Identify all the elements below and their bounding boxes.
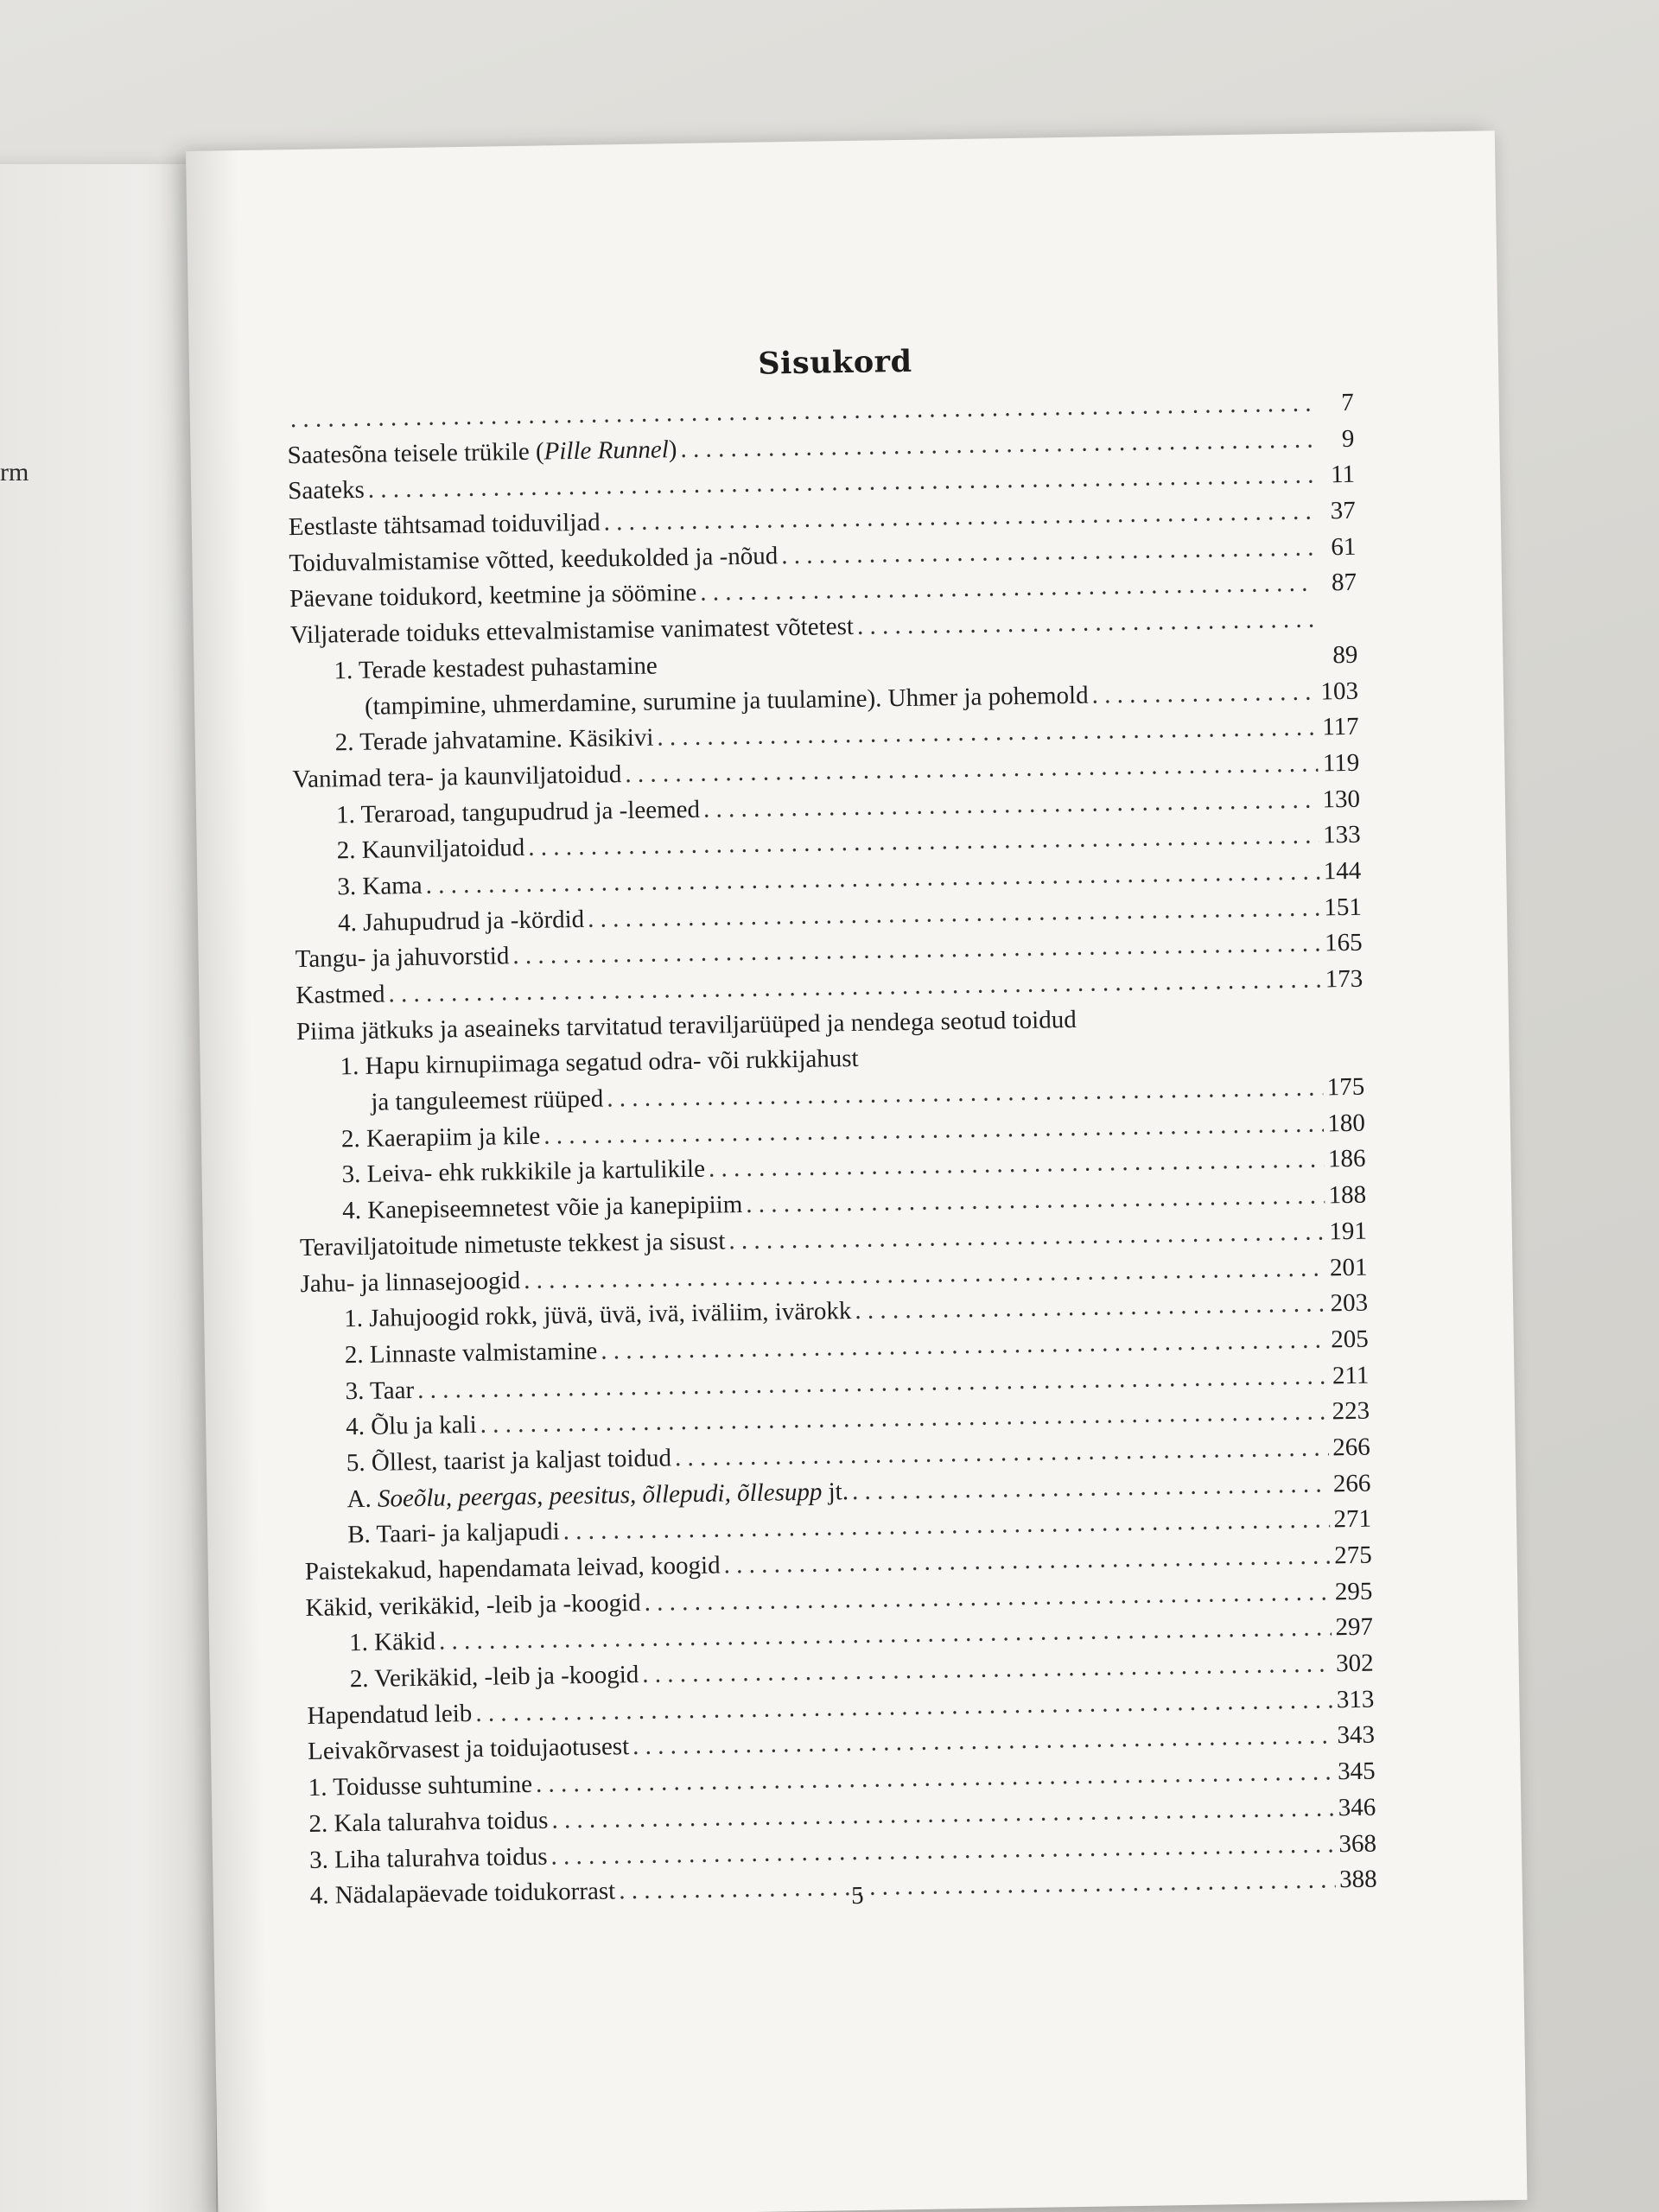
toc-entry-text: 5. Õllest, taarist ja kaljast toidud bbox=[346, 1444, 672, 1478]
toc-page-number: 103 bbox=[1320, 677, 1359, 705]
toc-page-number bbox=[1319, 626, 1357, 627]
toc-entry-text: Vanimad tera- ja kaunviljatoidud bbox=[292, 760, 622, 794]
page-number: 5 bbox=[850, 1881, 864, 1910]
dot-leader bbox=[857, 602, 1316, 645]
toc-entry-text-start: A. bbox=[346, 1484, 378, 1513]
toc-entry-text: 4. Kanepiseemnetest võie ja kanepipiim bbox=[342, 1191, 743, 1225]
toc-entry-text: 2. Terade jahvatamine. Käsikivi bbox=[334, 723, 654, 757]
toc-entry-text: Saateks bbox=[287, 476, 365, 505]
toc-entry-text: 3. Leiva- ehk rukkikile ja kartulikile bbox=[341, 1155, 706, 1189]
toc-page-number: 186 bbox=[1327, 1145, 1366, 1173]
toc-entry-text: (tampimine, uhmerdamine, surumine ja tuulamine). Uhmer ja pohemold bbox=[364, 681, 1089, 721]
toc-entry-text: 1. Toidusse suhtumine bbox=[308, 1770, 533, 1802]
toc-page-number: 117 bbox=[1321, 712, 1359, 741]
toc-entry-text: 1. Teraroad, tangupudrud ja -leemed bbox=[335, 795, 701, 829]
toc-entry-text: 2. Kaerapiim ja kile bbox=[340, 1122, 541, 1154]
toc-page-number: 345 bbox=[1337, 1757, 1376, 1786]
toc-entry-text: 3. Kama bbox=[337, 871, 423, 901]
toc-entry-text: 1. Käkid bbox=[348, 1628, 436, 1657]
toc-entry-text: Tangu- ja jahuvorstid bbox=[295, 942, 510, 974]
toc-entry-text: Käkid, verikäkid, -leib ja -koogid bbox=[305, 1588, 641, 1622]
toc-page-number: 271 bbox=[1333, 1504, 1372, 1534]
toc-page-number: 201 bbox=[1329, 1253, 1368, 1281]
toc-entry-text: Piima jätkuks ja aseaineks tarvitatud teraviljarüüped ja nendega seotud toidud bbox=[296, 1005, 1077, 1046]
toc-page-number: 175 bbox=[1326, 1072, 1365, 1102]
toc-entry-text: Viljaterade toiduks ettevalmistamise vanimatest võtetest bbox=[289, 613, 855, 650]
toc-entry-text: 4. Õlu ja kali bbox=[345, 1411, 477, 1441]
toc-page-number: 388 bbox=[1338, 1865, 1377, 1894]
left-page-edge-text: rm bbox=[0, 458, 29, 486]
toc-entry-text: ja tanguleemest rüüped bbox=[371, 1084, 604, 1116]
toc-entry-text: 2. Kala talurahva toidus bbox=[308, 1806, 549, 1838]
toc-entry-text: 3. Taar bbox=[345, 1376, 415, 1405]
toc-entry-text bbox=[287, 432, 677, 474]
toc-page-number: 133 bbox=[1322, 820, 1361, 849]
toc-entry-text: 1. Hapu kirnupiimaga segatud odra- või rukkijahust bbox=[340, 1045, 859, 1081]
left-facing-page bbox=[0, 164, 216, 2212]
toc-page-number: 368 bbox=[1338, 1829, 1377, 1858]
toc-entry-text: Paistekakud, hapendamata leivad, koogid bbox=[304, 1551, 721, 1586]
toc-page-number: 165 bbox=[1324, 929, 1363, 957]
toc-entry-text: Hapendatud leib bbox=[307, 1699, 473, 1730]
toc-entry-text: 4. Jahupudrud ja -kördid bbox=[337, 905, 585, 937]
toc-page-number: 89 bbox=[1332, 640, 1358, 670]
toc-entry-text: Päevane toidukord, keetmine ja söömine bbox=[289, 579, 697, 613]
toc-entry-text: 1. Terade kestadest puhastamine bbox=[334, 652, 658, 685]
toc-page-number: 346 bbox=[1338, 1793, 1376, 1822]
toc-page-number: 205 bbox=[1331, 1325, 1370, 1354]
toc-page-number: 180 bbox=[1327, 1109, 1366, 1138]
toc-page-number: 144 bbox=[1323, 856, 1362, 886]
toc-page-number: 87 bbox=[1331, 569, 1357, 597]
toc-page-number: 266 bbox=[1332, 1469, 1371, 1497]
toc-page-number: 37 bbox=[1330, 496, 1356, 525]
toc-page-number: 151 bbox=[1324, 893, 1363, 922]
toc-page-number bbox=[1325, 1022, 1363, 1023]
toc-entry-italic-text: Pille Runnel bbox=[543, 435, 670, 466]
toc-entry-text-end: jt. bbox=[822, 1477, 849, 1506]
toc-page-number: 191 bbox=[1329, 1217, 1368, 1246]
toc-page-number: 119 bbox=[1322, 748, 1360, 778]
toc-page-number: 188 bbox=[1328, 1180, 1367, 1210]
toc-entry-text: 1. Jahujoogid rokk, jüvä, üvä, ivä, iväliim, ivärokk bbox=[343, 1297, 852, 1333]
toc-page-number: 9 bbox=[1341, 424, 1355, 453]
toc-page-number: 223 bbox=[1332, 1396, 1370, 1426]
toc-page-number: 7 bbox=[1340, 388, 1354, 417]
toc-entry-text: 2. Linnaste valmistamine bbox=[344, 1337, 598, 1370]
toc-page-number: 343 bbox=[1337, 1721, 1376, 1750]
toc-entry-text-start: Saatesõna teisele trükile ( bbox=[287, 437, 544, 469]
toc-page-number: 173 bbox=[1325, 964, 1363, 994]
toc-entry-text: 2. Verikäkid, -leib ja -koogid bbox=[349, 1661, 639, 1694]
toc-page-number: 297 bbox=[1335, 1613, 1374, 1642]
toc-entry-text: Teraviljatoitude nimetuste tekkest ja sisust bbox=[299, 1227, 726, 1262]
toc-entry-text: 3. Liha talurahva toidus bbox=[308, 1842, 548, 1874]
toc-entry-text: 2. Kaunviljatoidud bbox=[336, 834, 525, 865]
toc-entry-text: Toiduvalmistamise võtted, keedukolded ja -nõud bbox=[289, 542, 779, 577]
toc-entry-text-end: ) bbox=[668, 435, 677, 463]
page-title: Sisukord bbox=[758, 343, 912, 382]
dot-leader bbox=[1091, 674, 1317, 714]
toc-page-number bbox=[1326, 1058, 1364, 1059]
toc-page-number: 211 bbox=[1332, 1361, 1370, 1389]
toc-page-number: 203 bbox=[1330, 1288, 1369, 1318]
toc-page-number: 266 bbox=[1332, 1433, 1370, 1462]
toc-entry-text: Kastmed bbox=[296, 980, 385, 1010]
toc-page-number: 11 bbox=[1330, 461, 1356, 489]
toc-entry-text: Eestlaste tähtsamad toiduviljad bbox=[288, 508, 601, 542]
book-page bbox=[186, 130, 1527, 2212]
toc-page-number: 61 bbox=[1331, 532, 1357, 561]
toc-entry-text: Jahu- ja linnasejoogid bbox=[300, 1266, 521, 1298]
toc-entry-text: 4. Nädalapäevade toidukorrast bbox=[309, 1877, 616, 1910]
toc-page-number: 295 bbox=[1334, 1577, 1373, 1606]
table-of-contents bbox=[287, 385, 1377, 1915]
toc-entry-text: B. Taari- ja kaljapudi bbox=[346, 1517, 560, 1549]
toc-page-number: 313 bbox=[1336, 1685, 1375, 1714]
toc-page-number: 130 bbox=[1322, 785, 1361, 813]
toc-page-number: 302 bbox=[1335, 1649, 1374, 1678]
toc-entry-text: Leivakõrvasest ja toidujaotusest bbox=[307, 1732, 630, 1766]
toc-entry-italic-text: Soeõlu, peergas, peesitus, õllepudi, õllesupp bbox=[377, 1478, 823, 1513]
toc-page-number: 275 bbox=[1333, 1541, 1372, 1570]
